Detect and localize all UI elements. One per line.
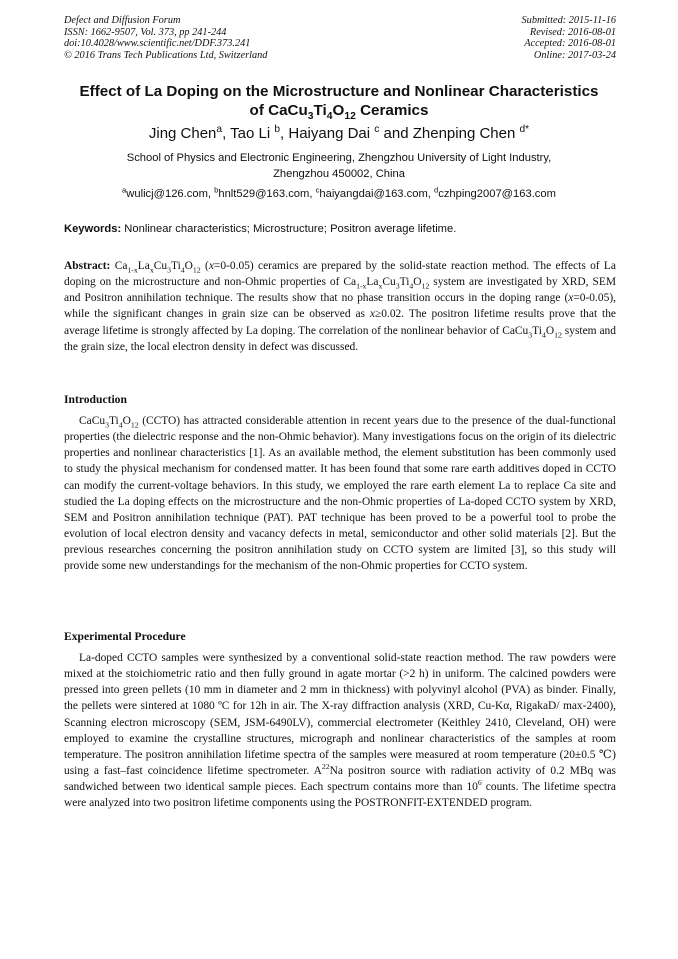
- author-name: Jing Chen: [148, 125, 217, 142]
- paper-title: Effect of La Doping on the Microstructure and Nonlinear Characteristics of $CaCu_3Ti_4O_{12}$ Ceramics: [79, 83, 599, 123]
- submitted-date: Submitted: 2015-11-16: [521, 15, 616, 26]
- email-link[interactable]: hnlt529@163.com: [218, 188, 310, 200]
- abstract-paragraph: Abstract: $Ca_{1-x}La_xCu_3Ti_4O_{12}$ (x=0-0.05) ceramics are prepared by the solid-state reaction method. The effects of La doping on the microstructure and non-Ohmic properties of $Ca_{1-x}La_xCu_3Ti_4O_{12}$ system are investigated by XRD, SEM and Positron annihilation technique. The results show that no phase transition occurs in the doping range (x=0-0.05), while the significant changes in grain size can be observed as x≥0.02. The positron lifetime results prove that the average lifetime is strongly affected by La doping. The correlation of the nonlinear behavior of $CaCu_3Ti_4O_{12}$ system and the grain size, the local electron density in defect was discussed.: [64, 260, 616, 353]
- author-mark: a: [216, 124, 223, 135]
- keywords: [64, 222, 616, 236]
- author-list: Jing Chen$^a$, Tao Li $^b$, Haiyang Dai $^c$ and Zhenping Chen $^{d*}$: [148, 124, 530, 142]
- copyright-line: © 2016 Trans Tech Publications Ltd, Switzerland: [64, 49, 268, 61]
- online-date: Online: 2017-03-24: [533, 49, 616, 61]
- abstract-label: Abstract:: [64, 260, 111, 272]
- author-mark: c: [374, 124, 380, 135]
- doi-line: doi:10.4028/www.scientific.net/DDF.373.241: [64, 38, 251, 50]
- email-link[interactable]: wulicj@126.com: [126, 188, 208, 200]
- journal-name: Defect and Diffusion Forum: [64, 15, 181, 26]
- author-name: Tao Li: [230, 125, 275, 142]
- accepted-date: Accepted: 2016-08-01: [524, 38, 616, 50]
- publication-dates: [356, 15, 616, 61]
- title-formula: $CaCu_3Ti_4O_{12}$: [268, 102, 356, 123]
- author-mark: b: [274, 124, 281, 135]
- author-mark: d*: [519, 124, 530, 135]
- experimental-paragraph: La-doped CCTO samples were synthesized by a conventional solid-state reaction method. The raw powders were mixed at the stoichiometric ratio and then fully ground in agate mortar (>2 h) in uniform. The calcined powders were pressed into green pellets (10 mm in diameter and 2 mm in thickness) with polyvinyl alcohol (PVA) as binder. Finally, the pellets were sintered at 1080 ºC for 12h in air. The X-ray diffraction analysis (XRD, Cu-Kα, RigakaD/ max-2400), Scanning electron microscopy (SEM, JSM-6490LV), commercial electrometer (Keithley 2410, Cleveland, OH) were employed to examine the crystalline structures, micrograph and nonlinear characteristics of the samples at room temperature. The positron annihilation lifetime spectra of the samples were measured at room temperature (20±0.5 ℃) using a fast–fast coincidence lifetime spectrometer. $A^{22}Na$ positron source with radiation activity of 0.2 MBq was sandwiched between two identical sample pieces. Each spectrum contains more than $10^6$ counts. The lifetime spectra were analyzed into two positron lifetime components using the POSTRONFIT-EXTENDED program.: [64, 652, 617, 810]
- introduction-heading: Introduction: [64, 393, 127, 406]
- affiliation: School of Physics and Electronic Engineering, Zhengzhou University of Light Industry, Zhengzhou 450002, China: [126, 152, 552, 180]
- email-link[interactable]: czhping2007@163.com: [438, 188, 556, 200]
- revised-date: Revised: 2016-08-01: [529, 26, 616, 38]
- keywords-text: Nonlinear characteristics; Microstructure; Positron average lifetime.: [121, 223, 457, 235]
- issn-line: ISSN: 1662-9507, Vol. 373, pp 241-244: [64, 26, 227, 38]
- introduction-paragraph: $CaCu_3Ti_4O_{12}$ (CCTO) has attracted considerable attention in recent years due to the presence of the dual-functional properties (the dielectric response and the non-Ohmic behavior). Many investigations focus on the origin of its dielectric properties and nonlinear characteristics [1]. As an available method, the element substitution has been commonly used to study the physical mechanism for condensed matter. It has been found that some rare earth additives doped in CCTO can modify the current-voltage behaviors. In this study, we employed the rare earth element La to replace Ca site and studied the La doping effects on the microstructure and the non-Ohmic properties of La-doped CCTO system by XRD, SEM and Positron annihilation technique (PAT). PAT technique has been proved to be a powerful tool to probe the evolution of local electron density and vacancy defects in metal, semiconductor and other solid materials [2]. But the previous researches concerning the positron annihilation study on CCTO system are limited [3], so this study will provide some new understandings for the mechanism of the non-Ohmic properties for CCTO system.: [64, 415, 616, 573]
- keywords-label: Keywords:: [64, 223, 122, 235]
- experimental-heading: Experimental Procedure: [64, 630, 186, 643]
- author-name: Haiyang Dai: [288, 125, 375, 142]
- journal-info: [64, 15, 394, 61]
- author-name: Zhenping Chen: [412, 125, 520, 142]
- email-list: $^a$wulicj@126.com, $^b$hnlt529@163.com, $^c$haiyangdai@163.com, $^d$czhping2007@163.com: [122, 185, 556, 200]
- title-line-1: Effect of La Doping on the Microstructure and Nonlinear Characteristics: [79, 83, 599, 100]
- email-link[interactable]: haiyangdai@163.com: [319, 188, 428, 200]
